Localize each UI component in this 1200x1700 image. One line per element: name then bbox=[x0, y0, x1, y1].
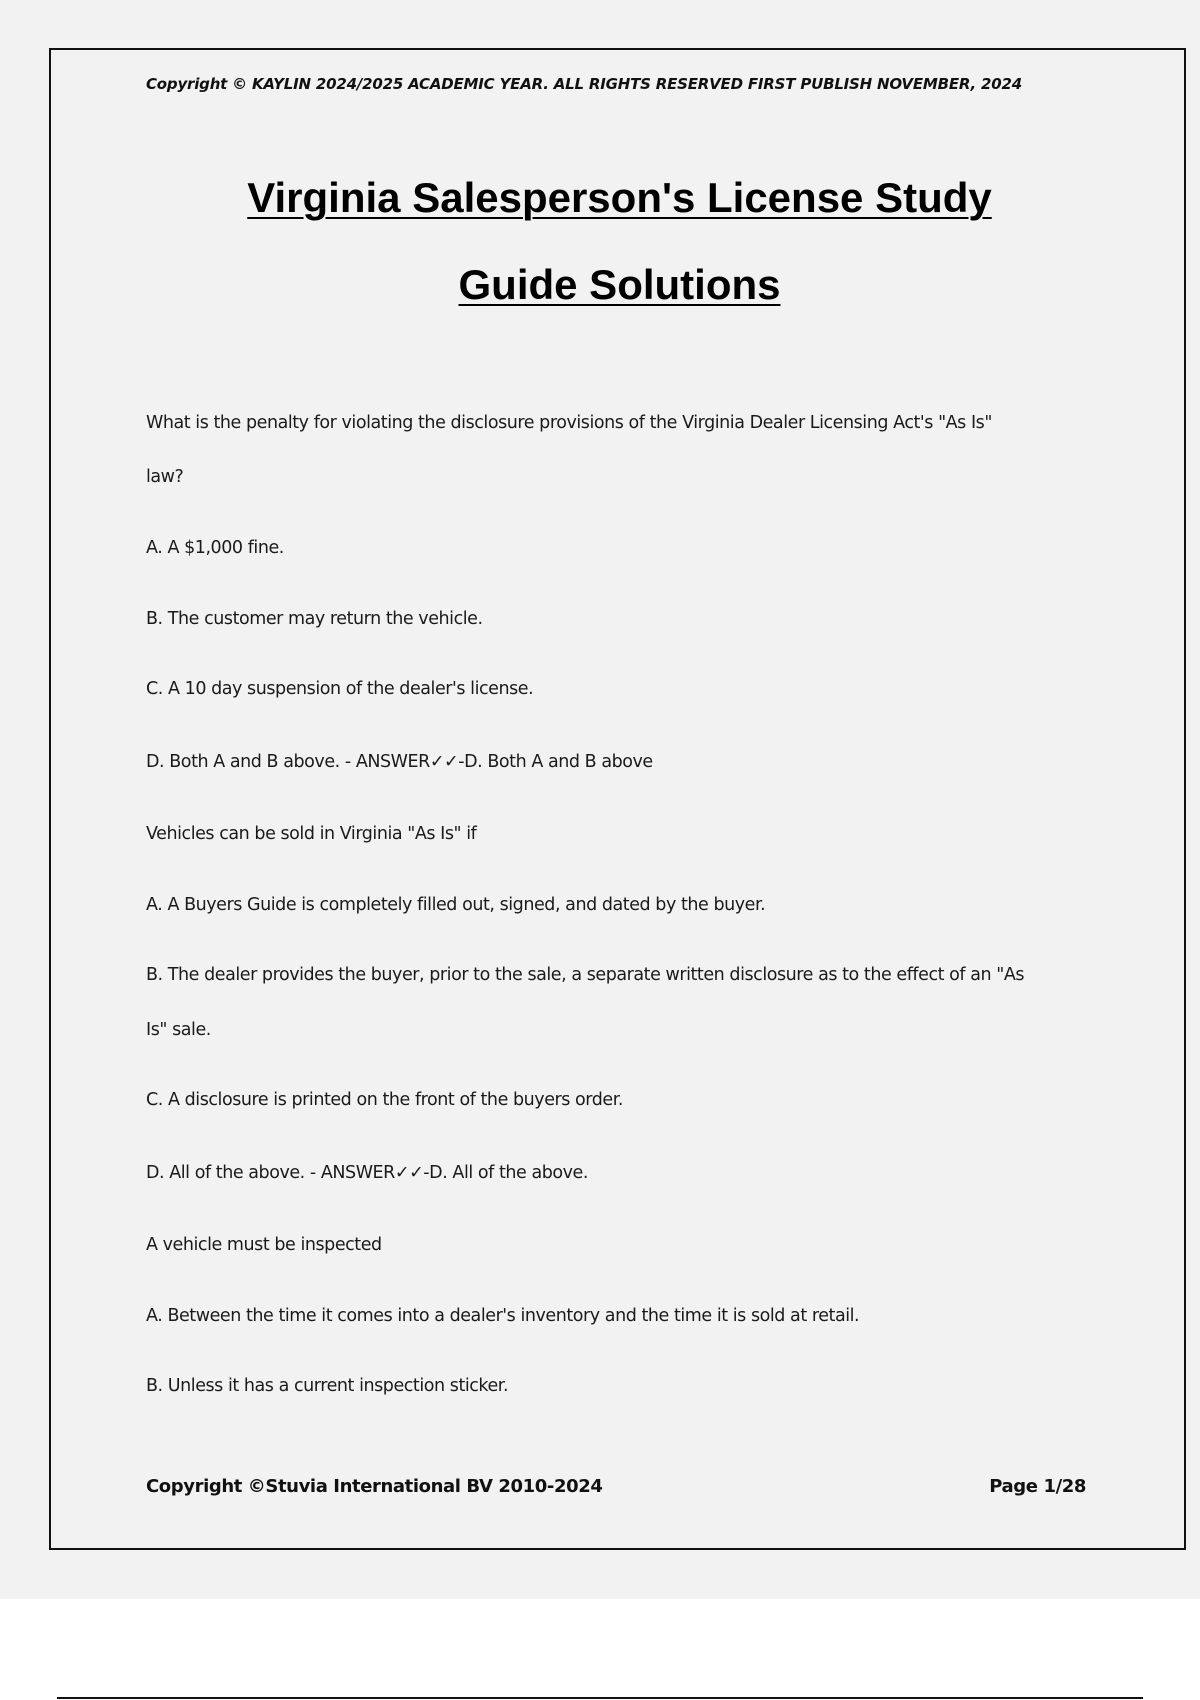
question-1-option-b: B. The customer may return the vehicle. bbox=[146, 609, 483, 629]
question-2-option-b-cont: Is" sale. bbox=[146, 1020, 211, 1040]
page-number: Page 1/28 bbox=[989, 1476, 1086, 1497]
question-2-option-c: C. A disclosure is printed on the front of the buyers order. bbox=[146, 1090, 623, 1110]
question-2-option-a: A. A Buyers Guide is completely filled out, signed, and dated by the buyer. bbox=[146, 895, 766, 915]
document-title-line-1: Virginia Salesperson's License Study bbox=[247, 174, 992, 221]
question-2-text: Vehicles can be sold in Virginia "As Is" if bbox=[146, 824, 477, 844]
question-2-option-d-answer: D. All of the above. - ANSWER✓✓-D. All of the above. bbox=[146, 1163, 588, 1183]
question-3-option-a: A. Between the time it comes into a dealer's inventory and the time it is sold at retail. bbox=[146, 1306, 860, 1326]
header-copyright: Copyright © KAYLIN 2024/2025 ACADEMIC YEAR. ALL RIGHTS RESERVED FIRST PUBLISH NOVEMBER, 2024 bbox=[146, 75, 1022, 93]
footer-copyright: Copyright ©Stuvia International BV 2010-2024 bbox=[146, 1476, 603, 1497]
question-2-option-b: B. The dealer provides the buyer, prior to the sale, a separate written disclosure as to the effect of an "As bbox=[146, 965, 1025, 985]
question-1-option-d-answer: D. Both A and B above. - ANSWER✓✓-D. Both A and B above bbox=[146, 752, 653, 772]
document-title-line-2: Guide Solutions bbox=[458, 261, 781, 308]
question-1-text-cont: law? bbox=[146, 467, 184, 487]
question-1-option-c: C. A 10 day suspension of the dealer's license. bbox=[146, 679, 534, 699]
question-1-option-a: A. A $1,000 fine. bbox=[146, 538, 284, 558]
question-3-option-b: B. Unless it has a current inspection sticker. bbox=[146, 1376, 509, 1396]
next-page-top-rule bbox=[57, 1697, 1143, 1699]
question-1-text: What is the penalty for violating the disclosure provisions of the Virginia Dealer Licensing Act's "As Is" bbox=[146, 413, 992, 433]
question-3-text: A vehicle must be inspected bbox=[146, 1235, 382, 1255]
document-page bbox=[49, 48, 1186, 1550]
